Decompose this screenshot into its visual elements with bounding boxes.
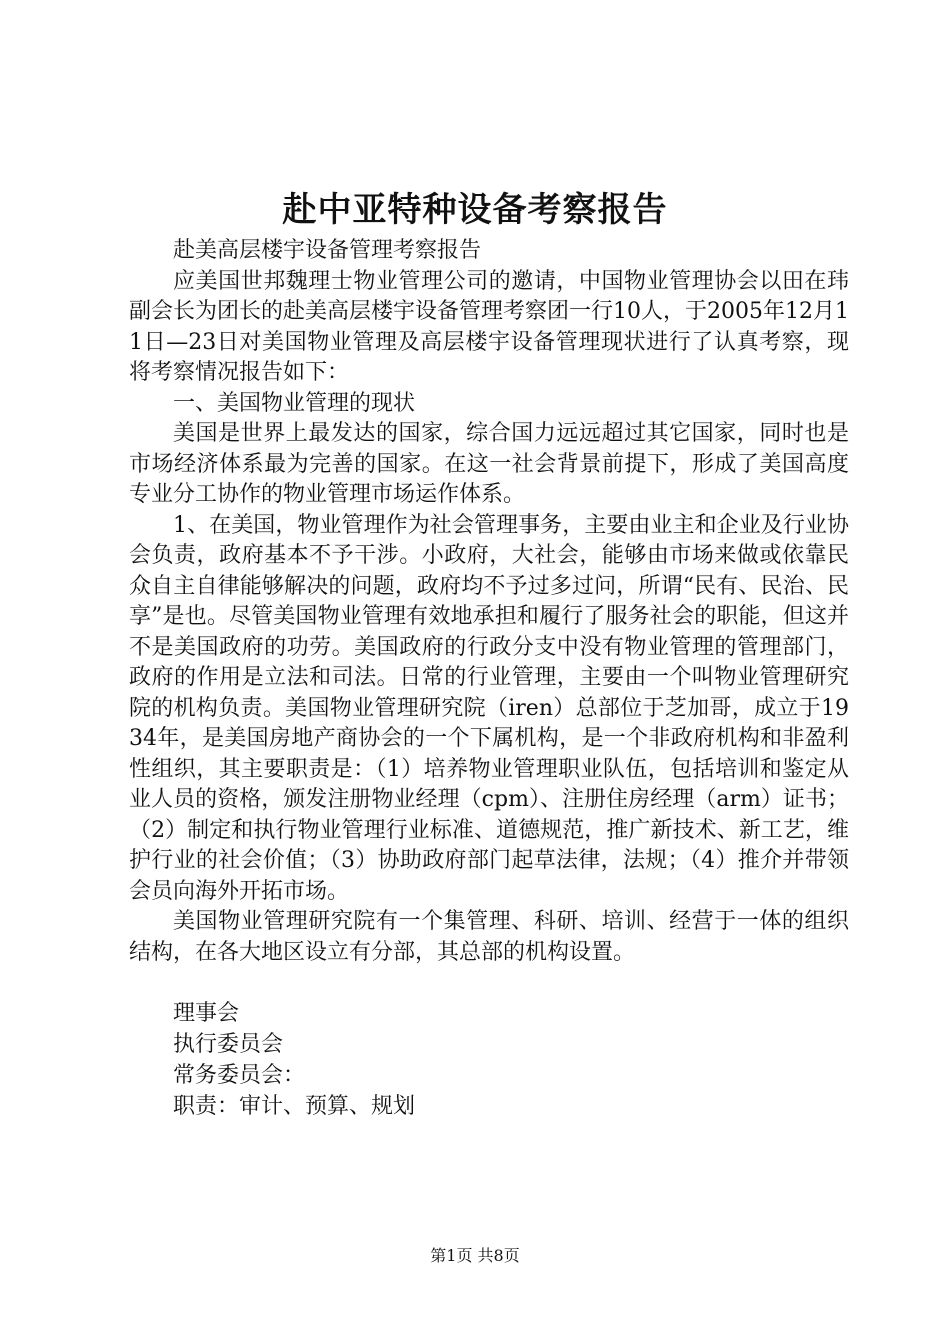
section-heading: 一、美国物业管理的现状 bbox=[173, 390, 416, 416]
paragraph-overview: 美国是世界上最发达的国家，综合国力远远超过其它国家，同时也是市场经济体系最为完善的国家。在这一社会背景前提下，形成了美国高度专业分工协作的物业管理市场运作体系。 bbox=[129, 421, 849, 507]
document-body bbox=[129, 236, 849, 1122]
document-title: 赴中亚特种设备考察报告 bbox=[282, 190, 668, 230]
paragraph-intro: 应美国世邦魏理士物业管理公司的邀请，中国物业管理协会以田在玮副会长为团长的赴美高层楼宇设备管理考察团一行10人，于2005年12月11日—23日对美国物业管理及高层楼宇设备管理现状进行了认真考察，现将考察情况报告如下： bbox=[129, 268, 849, 385]
list-item: 执行委员会 bbox=[173, 1032, 284, 1057]
list-item: 常务委员会： bbox=[173, 1063, 306, 1088]
page-footer: 第1页 共8页 bbox=[430, 1246, 520, 1265]
paragraph-point-1: 1、在美国，物业管理作为社会管理事务，主要由业主和企业及行业协会负责，政府基本不予干涉。小政府，大社会，能够由市场来做或依靠民众自主自律能够解决的问题，政府均不予过多过问，所谓“民有、民治、民享”是也。尽管美国物业管理有效地承担和履行了服务社会的职能，但这并不是美国政府的功劳。美国政府的行政分支中没有物业管理的管理部门，政府的作用是立法和司法。日常的行业管理，主要由一个叫物业管理研究院的机构负责。美国物业管理研究院（iren）总部位于芝加哥，成立于1934年，是美国房地产商协会的一个下属机构，是一个非政府机构和非盈利性组织，其主要职责是：（1）培养物业管理职业队伍，包括培训和鉴定从业人员的资格，颁发注册物业经理（cpm）、注册住房经理（arm）证书；（2）制定和执行物业管理行业标准、道德规范，推广新技术、新工艺，维护行业的社会价值；（3）协助政府部门起草法律，法规；（4）推介并带领会员向海外开拓市场。 bbox=[129, 512, 849, 904]
list-item: 职责：审计、预算、规划 bbox=[173, 1094, 416, 1119]
paragraph-subtitle: 赴美高层楼宇设备管理考察报告 bbox=[173, 238, 482, 263]
list-item: 理事会 bbox=[173, 1001, 240, 1026]
paragraph-spacer bbox=[129, 968, 849, 998]
paragraph-organization: 美国物业管理研究院有一个集管理、科研、培训、经营于一体的组织结构，在各大地区设立有分部，其总部的机构设置。 bbox=[129, 909, 849, 965]
